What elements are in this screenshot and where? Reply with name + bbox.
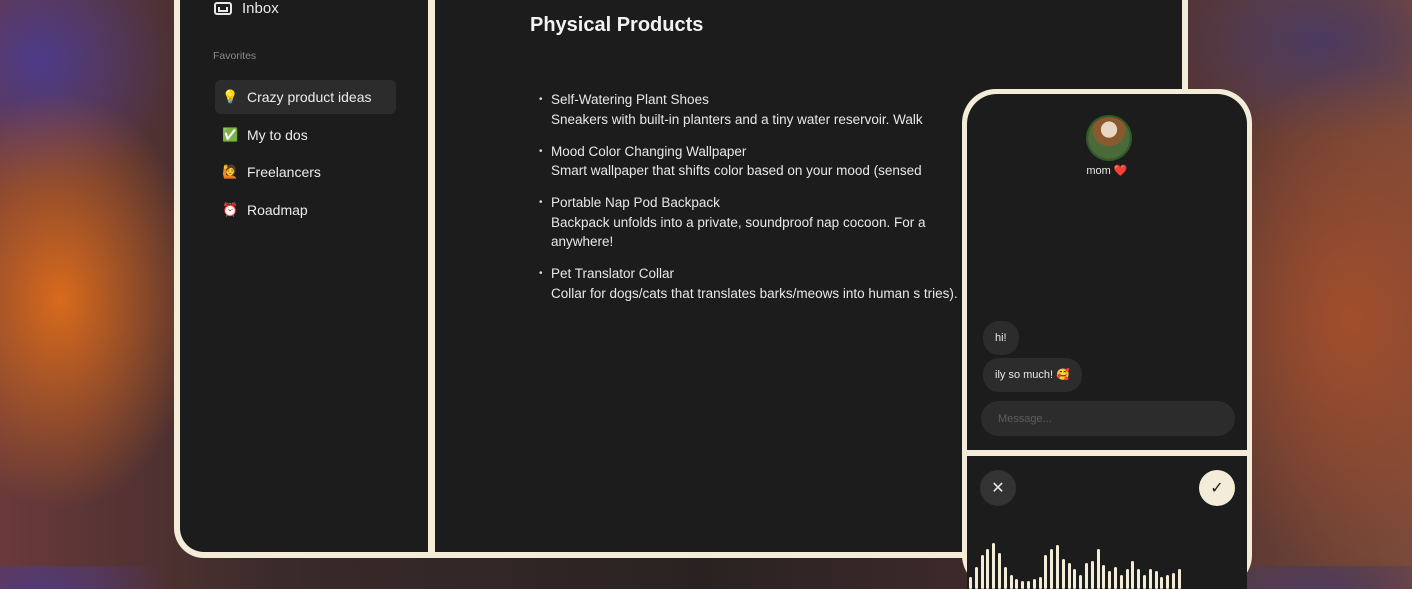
message-bubble[interactable]: ily so much! 🥰 [983, 358, 1082, 392]
waveform-bar [1102, 565, 1105, 589]
waveform-bar [992, 543, 995, 589]
waveform-bar [998, 553, 1001, 589]
waveform-bar [1120, 575, 1123, 589]
waveform-bar [1033, 579, 1036, 589]
waveform-bar [1143, 575, 1146, 589]
cancel-recording-button[interactable] [980, 470, 1016, 506]
waveform-bar [1073, 569, 1076, 589]
waveform-bar [1021, 581, 1024, 589]
waveform-bar [1131, 561, 1134, 589]
item-title: Portable Nap Pod Backpack [551, 195, 720, 210]
favorites-list [215, 80, 396, 230]
waveform-bar [1004, 567, 1007, 589]
waveform-bar [1039, 577, 1042, 589]
inbox-icon [214, 2, 232, 15]
voice-recorder [967, 456, 1247, 589]
waveform-bar [1091, 561, 1094, 589]
sidebar-item-crazy-product-ideas[interactable] [215, 80, 396, 114]
avatar[interactable] [1088, 117, 1130, 159]
waveform-bar [975, 567, 978, 589]
sidebar-item-freelancers[interactable] [215, 155, 396, 189]
alarm-clock-icon: ⏰ [222, 201, 239, 217]
waveform-bar [1178, 569, 1181, 589]
waveform-bar [1166, 575, 1169, 589]
phone-frame [962, 89, 1252, 589]
waveform-bar [1114, 567, 1117, 589]
message-bubble[interactable]: hi! [983, 321, 1019, 355]
message-input[interactable] [981, 401, 1235, 436]
sidebar-item-label: Crazy product ideas [247, 89, 372, 105]
confirm-recording-button[interactable] [1199, 470, 1235, 506]
item-description: Sneakers with built-in planters and a tiny water reservoir. Walk [551, 111, 923, 127]
item-description: Backpack unfolds into a private, soundproof nap cocoon. For a anywhere! [551, 214, 926, 249]
waveform-bar [981, 555, 984, 589]
sidebar-item-my-to-dos[interactable] [215, 118, 396, 152]
check-mark-icon: ✅ [222, 126, 239, 142]
waveform-bar [986, 549, 989, 589]
waveform-bar [1172, 573, 1175, 589]
waveform-bar [1056, 545, 1059, 589]
check-icon: ✓ [1210, 480, 1224, 497]
item-description: Collar for dogs/cats that translates barks/meows into human s tries). [551, 285, 958, 301]
favorites-heading: Favorites [213, 50, 257, 62]
item-description: Smart wallpaper that shifts color based on your mood (sensed [551, 163, 922, 178]
waveform-bar [1097, 549, 1100, 589]
waveform-bar [1010, 575, 1013, 589]
waveform-bar [1068, 563, 1071, 589]
sidebar-item-inbox[interactable] [214, 0, 279, 17]
waveform-bar [1079, 575, 1082, 589]
page-title: Physical Products [530, 14, 704, 36]
sidebar-item-label: Roadmap [247, 201, 308, 218]
lightbulb-icon: 💡 [222, 89, 239, 104]
sidebar-item-label: My to dos [247, 126, 308, 143]
waveform-bar [1137, 569, 1140, 589]
waveform-bar [1044, 555, 1047, 589]
waveform-bar [1015, 579, 1018, 589]
sidebar-item-label: Freelancers [247, 164, 321, 180]
waveform-bar [1160, 577, 1163, 589]
person-raising-hand-icon: 🙋 [222, 164, 239, 179]
sidebar-item-label: Inbox [242, 0, 279, 17]
close-icon: ✕ [991, 480, 1005, 497]
waveform-bar [1126, 569, 1129, 589]
item-title: Self-Watering Plant Shoes [551, 92, 709, 107]
contact-name: mom ❤️ [1086, 165, 1128, 177]
chat-screen [967, 94, 1247, 450]
item-title: Mood Color Changing Wallpaper [551, 143, 747, 159]
pane-divider[interactable] [428, 0, 435, 552]
waveform-bar [1050, 549, 1053, 589]
sidebar [180, 0, 428, 552]
audio-waveform [969, 529, 1245, 589]
waveform-bar [1062, 559, 1065, 589]
waveform-bar [1155, 571, 1158, 589]
waveform-bar [1149, 569, 1152, 589]
waveform-bar [1108, 571, 1111, 589]
waveform-bar [969, 577, 972, 589]
sidebar-item-roadmap[interactable] [215, 193, 396, 227]
waveform-bar [1027, 581, 1030, 589]
waveform-bar [1085, 563, 1088, 589]
item-title: Pet Translator Collar [551, 266, 675, 281]
